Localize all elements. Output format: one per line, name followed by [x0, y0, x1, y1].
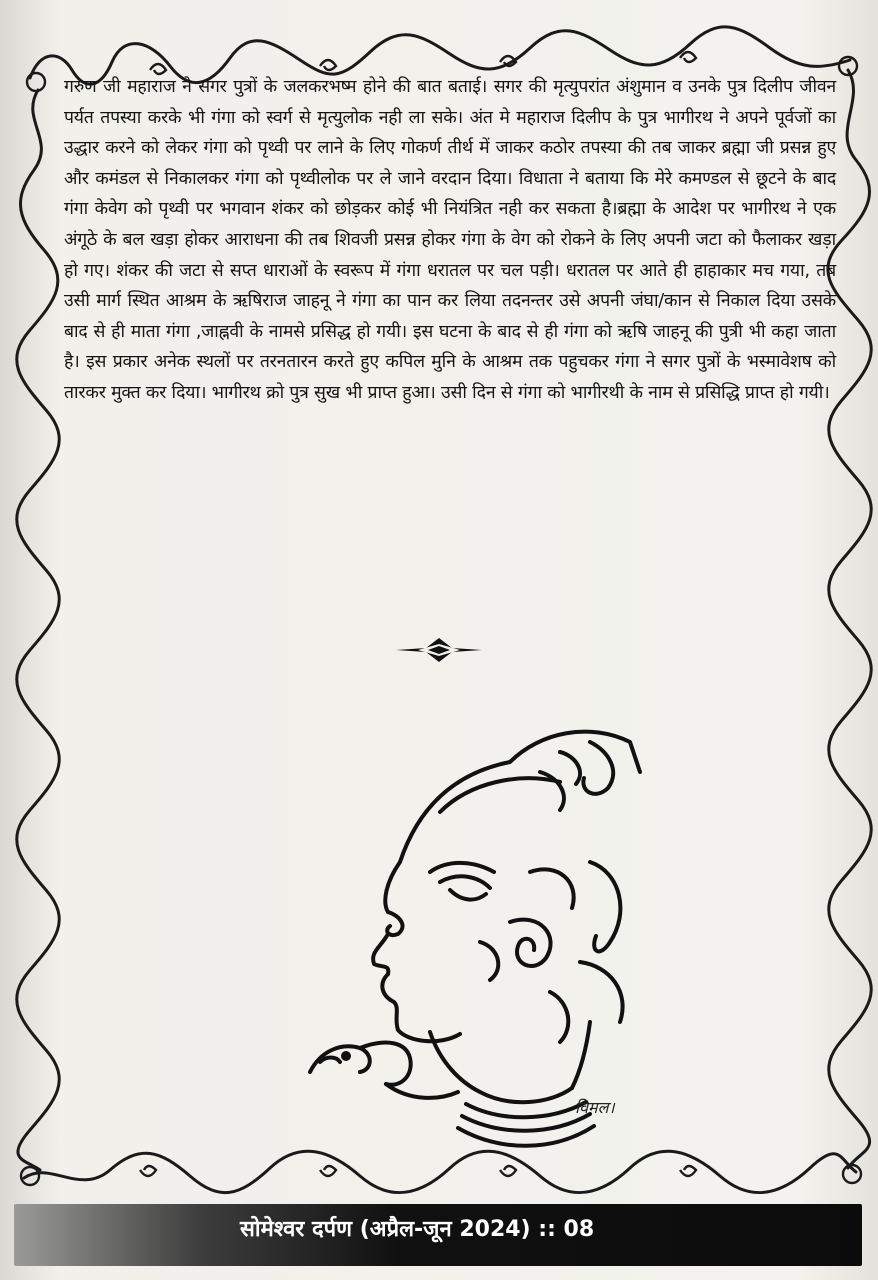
artist-signature: विमल। — [575, 1098, 615, 1117]
divider-ornament — [396, 636, 482, 664]
article-body — [64, 72, 836, 409]
footer-title: सोमेश्वर दर्पण (अप्रैल-जून 2024) :: 08 — [240, 1217, 595, 1242]
article-paragraph: गरुण जी महाराज ने सगर पुत्रों के जलकरभष्म होने की बात बताई। सगर की मृत्युपरांत अंशुमान व उनके पुत्र दिलीप जीवन पर्यत तपस्या करके भी गंगा को स्वर्ग से मृत्युलोक नही ला सके। अंत मे महाराज दिलीप के पुत्र भागीरथ ने अपने पूर्वजों का उद्धार करने को लेकर गंगा को पृथ्वी पर लाने के लिए गोकर्ण तीर्थ में जाकर कठोर तपस्या की तब जाकर ब्रह्मा जी प्रसन्न हुए और कमंडल से निकालकर गंगा को पृथ्वीलोक पर ले जाने वरदान दिया। विधाता ने बताया कि मेरे कमण्डल से छूटने के बाद गंगा केवेग को पृथ्वी पर भगवान शंकर को छोड़कर कोई भी नियंत्रित नही कर सकता है।ब्रह्मा के आदेश पर भागीरथ ने एक अंगूठे के बल खड़ा होकर आराधना की तब शिवजी प्रसन्न होकर गंगा के वेग को रोकने के लिए अपनी जटा को फैलाकर खड़ा हो गए। शंकर की जटा से सप्त धाराओं के स्वरूप में गंगा धरातल पर चल पड़ी। धरातल पर आते ही हाहाकार मच गया, तब उसी मार्ग स्थित आश्रम के ऋषिराज जाहनू ने गंगा का पान कर लिया तदनन्तर उसे अपनी जंघा/कान से निकाल दिया उसके बाद से ही माता गंगा ,जाह्नवी के नामसे प्रसिद्ध हो गयी। इस घटना के बाद से ही गंगा को ऋषि जाहनू की पुत्री भी कहा जाता है। इस प्रकार अनेक स्थलों पर तरनतारन करते हुए कपिल मुनि के आश्रम तक पहुचकर गंगा ने सगर पुत्रों के भस्मावेशष को तारकर मुक्त कर दिया। भागीरथ क्रो पुत्र सुख भी प्राप्त हुआ। उसी दिन से गंगा को भागीरथी के नाम से प्रसिद्धि प्राप्त हो गयी। — [64, 77, 836, 403]
